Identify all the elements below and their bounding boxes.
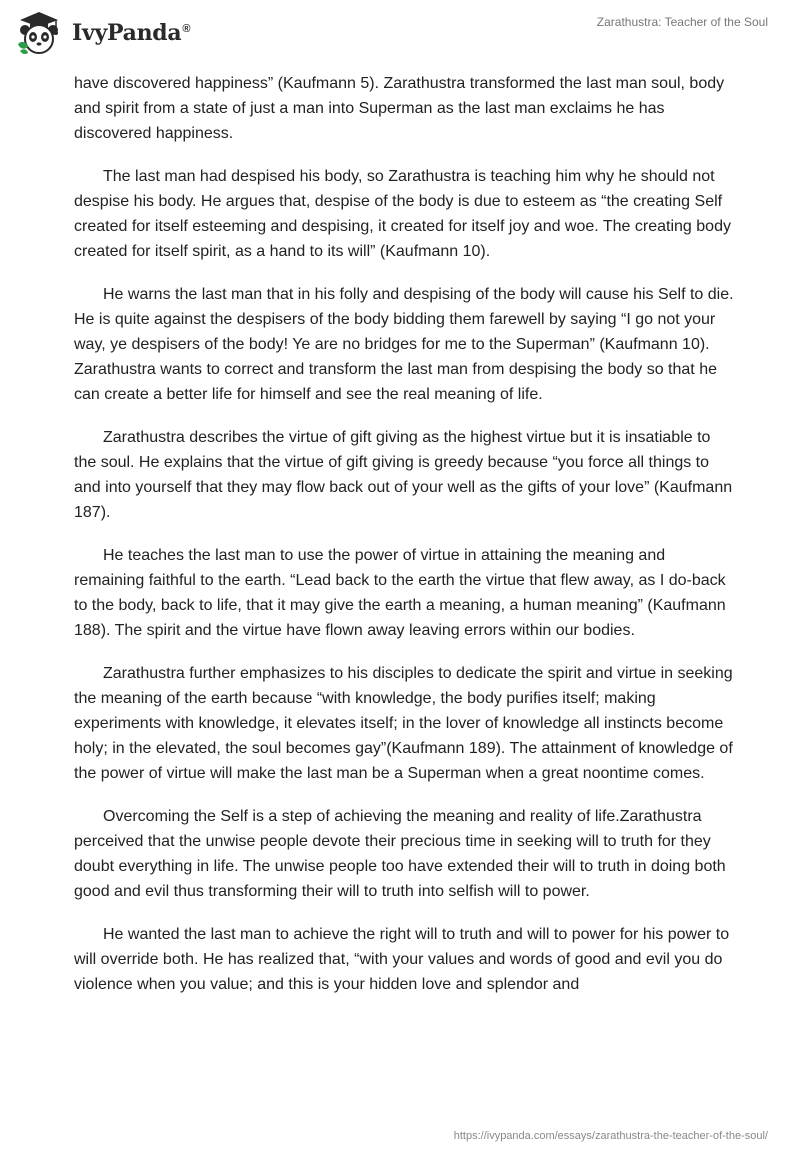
essay-body [74, 71, 734, 1015]
page-header [0, 0, 800, 70]
paragraph: He teaches the last man to use the power of virtue in attaining the meaning and remaining faithful to the earth. “Lead back to the earth the virtue that flew away, as I do-back to the body, back to life, that it may give the earth a meaning, a human meaning” (Kaufmann 188). The spirit and the virtue have flown away leaving errors within our bodies. [74, 547, 726, 639]
paragraph: He wanted the last man to achieve the right will to truth and will to power for his power to will override both. He has realized that, “with your values and words of good and evil you do violence when you value; and this is your hidden love and splendor and [74, 926, 730, 993]
paragraph: Overcoming the Self is a step of achieving the meaning and reality of life.Zarathustra perceived that the unwise people devote their precious time in seeking will to truth for they doubt everything in life. The unwise people too have extended their will to truth in doing both good and evil thus transforming their will to truth into selfish will to power. [74, 808, 726, 900]
document-title: Zarathustra: Teacher of the Soul [596, 15, 768, 29]
paragraph: He warns the last man that in his folly and despising of the body will cause his Self to die. He is quite against the despisers of the body bidding them farewell by saying “I go not your way, ye despisers of the body! Ye are no bridges for me to the Superman” (Kaufmann 10). Zarathustra wants to correct and transform the last man from despising the body so that he can create a better life for himself and see the real meaning of life. [74, 286, 734, 403]
paragraph: Zarathustra further emphasizes to his disciples to dedicate the spirit and virtue in seeking the meaning of the earth because “with knowledge, the body purifies itself; making experiments with knowledge, it elevates itself; in the lover of knowledge all instincts become holy; in the elevated, the soul becomes gay”(Kaufmann 189). The attainment of knowledge of the power of virtue will make the last man be a Superman when a great noontime comes. [74, 665, 733, 782]
source-url-link[interactable]: https://ivypanda.com/essays/zarathustra-the-teacher-of-the-soul/ [453, 1130, 768, 1142]
ivypanda-logo[interactable] [14, 10, 190, 56]
paragraph: The last man had despised his body, so Zarathustra is teaching him why he should not despise his body. He argues that, despise of the body is due to esteem as “the creating Self created for itself esteeming and despising, it created for itself joy and woe. The creating body created for itself spirit, as a hand to its will” (Kaufmann 10). [74, 168, 731, 260]
paragraph: Zarathustra describes the virtue of gift giving as the highest virtue but it is insatiable to the soul. He explains that the virtue of gift giving is greedy because “you force all things to and into yourself that they may flow back out of your well as the gifts of your love” (Kaufmann 187). [74, 429, 733, 521]
logo-wordmark: IvyPanda® [72, 20, 191, 46]
panda-graduate-icon [14, 10, 64, 56]
paragraph: have discovered happiness” (Kaufmann 5). Zarathustra transformed the last man soul, body and spirit from a state of just a man into Superman as the last man exclaims he has discovered happiness. [74, 75, 725, 142]
